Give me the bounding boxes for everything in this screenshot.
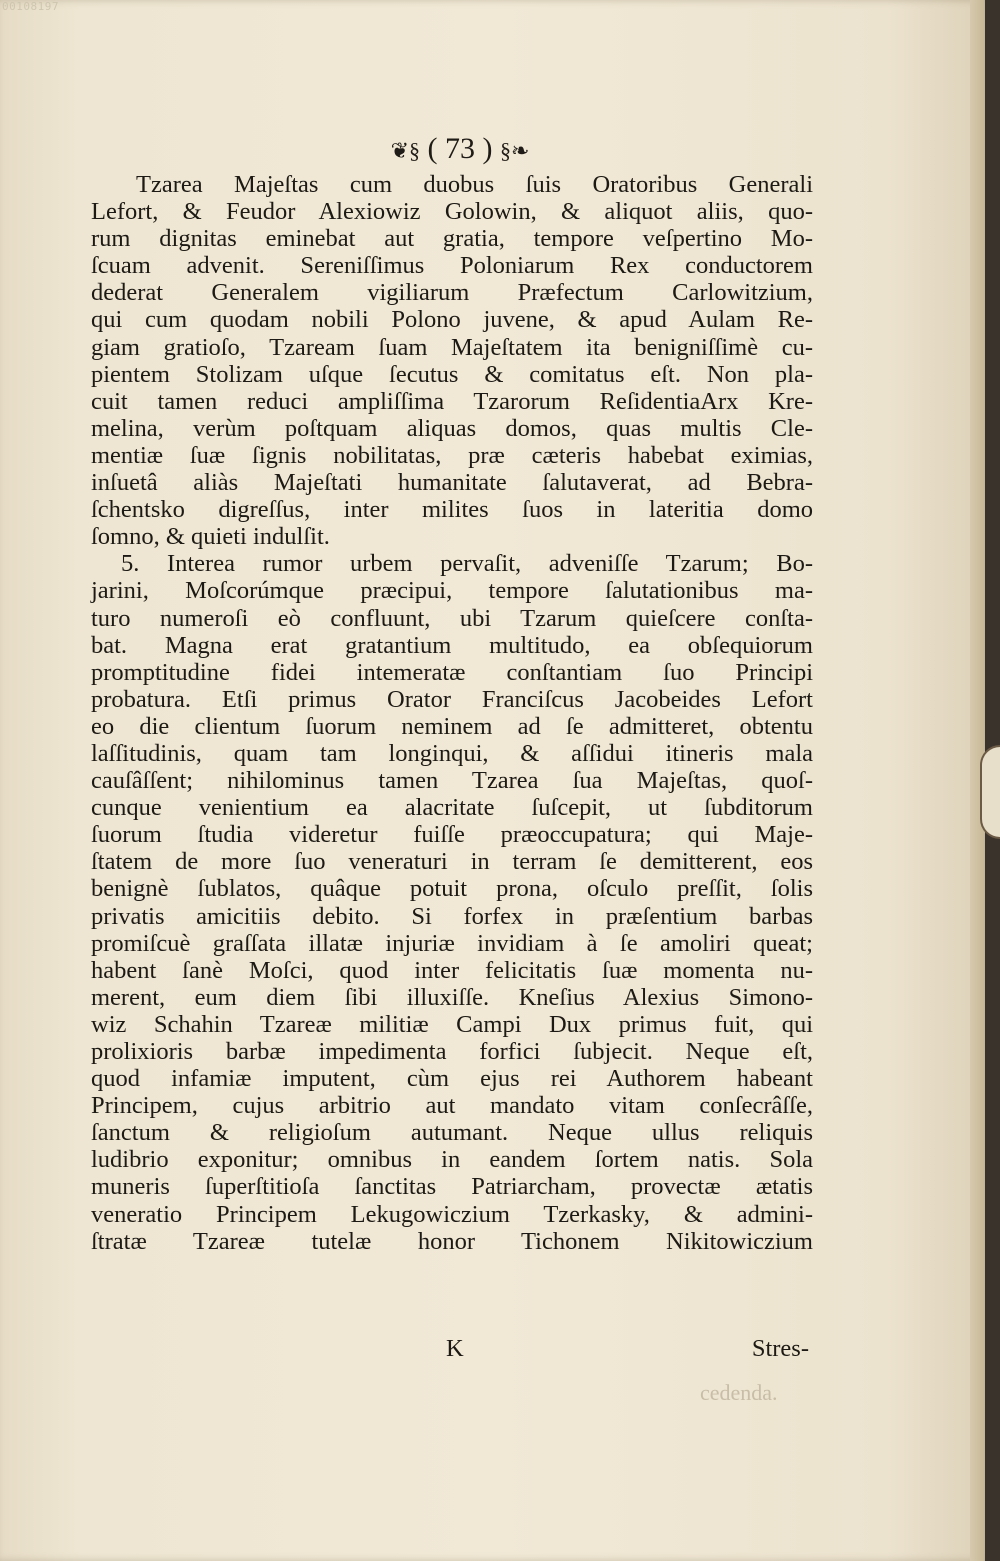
text-line: giam gratioſo, Tzaream ſuam Majeſtatem ita benigniſſimè cu- [91,333,813,361]
text-line: prolixioris barbæ impedimenta forfici ſubjecit. Neque eſt, [91,1038,813,1065]
text-line: benignè ſublatos, quâque potuit prona, oſculo preſſit, ſolis [91,875,813,903]
text-line: cauſâſſent; nihilominus tamen Tzarea ſua Majeſtas, quoſ- [91,767,813,795]
text-line: melina, verùm poſtquam aliquas domos, quas multis Cle- [91,414,813,442]
page-number: ( 73 ) [427,132,493,165]
bleed-through-text: cedenda. [700,1380,778,1405]
text-line: turo numeroſi eò confluunt, ubi Tzarum quieſcere conſta- [91,604,813,632]
text-line: muneris ſuperſtitioſa ſanctitas Patriarcham, provectæ ætatis [91,1173,813,1201]
text-line: bat. Magna erat gratantium multitudo, ea obſequiorum [91,631,813,659]
text-line: ludibrio exponitur; omnibus in eandem ſortem natis. Sola [91,1146,813,1174]
scan-id-label: 00108197 [2,0,59,13]
text-line: veneratio Principem Lekugowiczium Tzerkasky, & admini- [91,1200,813,1228]
text-line: privatis amicitiis debito. Si forfex in præſentium barbas [91,902,813,930]
text-line: rum dignitas eminebat aut gratia, tempore veſpertino Mo- [91,225,813,253]
text-line: ſtatem de more ſuo veneraturi in terram ſe demitterent, eos [91,848,813,876]
text-line: wiz Schahin Tzareæ militiæ Campi Dux primus fuit, qui [91,1010,813,1038]
body-text [91,171,813,1255]
catchword: Stres- [751,1335,809,1362]
page-header [340,132,580,166]
text-line: ſchentsko digreſſus, inter milites ſuos in lateritia domo [91,496,813,524]
text-line: inſuetâ aliàs Majeſtati humanitate ſalutaverat, ad Bebra- [91,469,813,497]
page-tab [980,745,1000,839]
ornament-left: ❦§ [390,138,420,164]
text-line: ſuorum ſtudia videretur fuiſſe præoccupatura; qui Maje- [91,821,813,849]
text-line: quod infamiæ imputent, cùm ejus rei Authorem habeant [91,1065,813,1093]
text-line: cuit tamen reduci ampliſſima Tzarorum ReſidentiaArx Kre- [91,387,813,415]
text-line: mentiæ ſuæ ſignis nobilitatas, præ cæteris habebat eximias, [91,441,813,469]
text-line: ſcuam advenit. Sereniſſimus Poloniarum Rex conductorem [91,252,813,280]
text-line: Tzarea Majeſtas cum duobus ſuis Oratoribus Generali [136,171,813,198]
text-line: ſtratæ Tzareæ tutelæ honor Tichonem Nikitowiczium [91,1227,813,1255]
text-line: qui cum quodam nobili Polono juvene, & apud Aulam Re- [91,306,813,334]
text-line: probatura. Etſi primus Orator Franciſcus Jacobeides Lefort [91,685,813,713]
text-line: jarini, Moſcorúmque præcipui, tempore ſalutationibus ma- [91,577,813,605]
text-line: promptitudine fidei intemeratæ conſtantiam ſuo Principi [91,658,813,686]
text-line: ſomno, & quieti indulſit. [91,523,330,551]
text-line: laſſitudinis, quam tam longinqui, & aſſidui itineris mala [91,739,813,767]
signature-mark: K [446,1335,464,1362]
text-line: cunque venientium ea alacritate ſuſcepit, ut ſubditorum [91,794,813,822]
text-line: habent ſanè Moſci, quod inter felicitatis ſuæ momenta nu- [91,956,813,984]
text-line: eo die clientum ſuorum neminem ad ſe admitteret, obtentu [91,712,813,740]
text-line: 5. Interea rumor urbem pervaſit, adveniſſe Tzarum; Bo- [121,550,813,578]
text-line: Principem, cujus arbitrio aut mandato vitam conſecrâſſe, [91,1092,813,1120]
text-line: ſanctum & religioſum autumant. Neque ullus reliquis [91,1119,813,1147]
text-line: Lefort, & Feudor Alexiowiz Golowin, & aliquot aliis, quo- [91,198,813,226]
footer-row [91,1335,813,1365]
text-line: promiſcuè graſſata illatæ injuriæ invidiam à ſe amoliri queat; [91,929,813,957]
ornament-right: §❧ [499,138,530,164]
text-line: dederat Generalem vigiliarum Præfectum Carlowitzium, [91,279,813,307]
text-line: pientem Stolizam uſque ſecutus & comitatus eſt. Non pla- [91,360,813,388]
text-line: merent, eum diem ſibi illuxiſſe. Kneſius Alexius Simono- [91,983,813,1011]
